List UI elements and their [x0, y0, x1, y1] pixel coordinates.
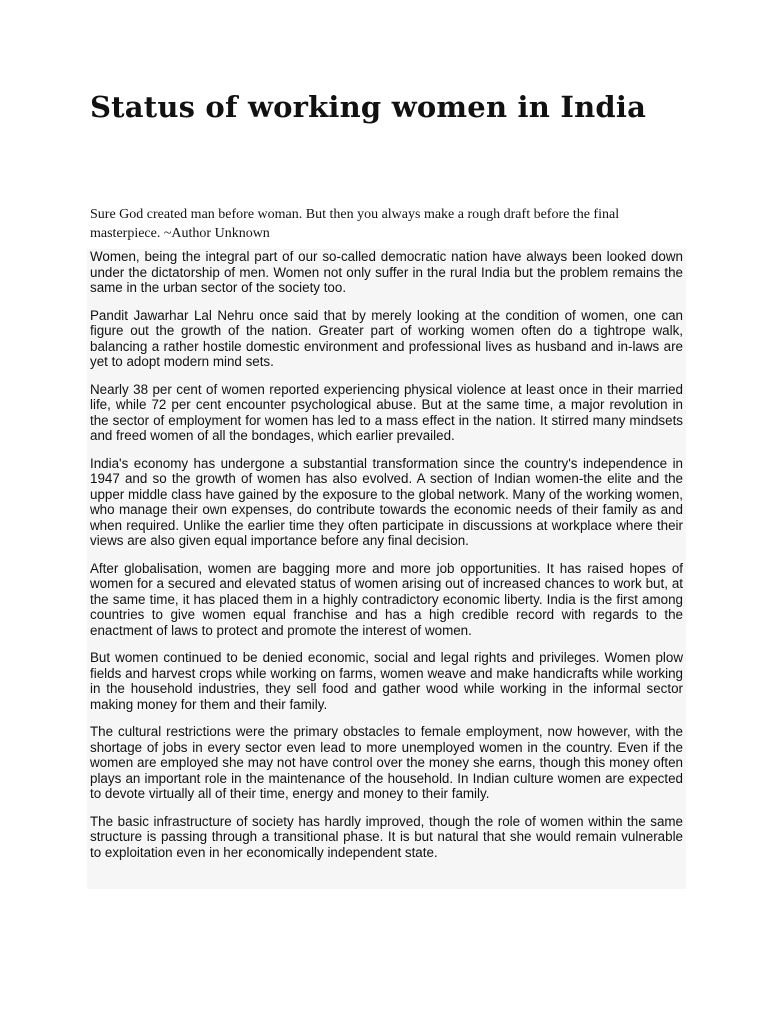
epigraph-quote: Sure God created man before woman. But then you always make a rough draft before the final masterpiece. ~Author Unknown: [90, 207, 620, 241]
paragraph: Nearly 38 per cent of women reported experiencing physical violence at least once in their married life, while 72 per cent encounter psychological abuse. But at the same time, a major revolution in the sector of employment for women has led to a mass effect in the nation. It stirred many mindsets and freed women of all the bondages, which earlier prevailed.: [90, 381, 683, 443]
article-body: [87, 249, 686, 889]
page-title: Status of working women in India: [90, 90, 647, 124]
paragraph: The basic infrastructure of society has hardly improved, though the role of women within the same structure is passing through a transitional phase. It is but natural that she would remain vulnerable to exploitation even in her economically independent state.: [90, 813, 683, 860]
paragraph: The cultural restrictions were the primary obstacles to female employment, now however, with the shortage of jobs in every sector even lead to more unemployed women in the country. Even if the women are employed she may not have control over the money she earns, though this money often plays an important role in the maintenance of the household. In Indian culture women are expected to devote virtually all of their time, energy and money to their family.: [90, 724, 683, 801]
paragraph: Pandit Jawarhar Lal Nehru once said that by merely looking at the condition of women, one can figure out the growth of the nation. Greater part of working women often do a tightrope walk, balancing a rather hostile domestic environment and professional lives as husband and in-laws are yet to adopt modern mind sets.: [90, 307, 683, 369]
paragraph: After globalisation, women are bagging more and more job opportunities. It has raised hopes of women for a secured and elevated status of women arising out of increased chances to work but, at the same time, it has placed them in a highly contradictory economic liberty. India is the first among countries to give women equal franchise and has a high credible record with regards to the enactment of laws to protect and promote the interest of women.: [90, 560, 683, 638]
paragraph: But women continued to be denied economic, social and legal rights and privileges. Women plow fields and harvest crops while working on farms, women weave and make handicrafts while working in the household industries, they sell food and gather wood while working in the informal sector making money for them and their family.: [90, 650, 683, 712]
paragraph: India's economy has undergone a substantial transformation since the country's independence in 1947 and so the growth of women has also evolved. A section of Indian women-the elite and the upper middle class have gained by the exposure to the global network. Many of the working women, who manage their own expenses, do contribute towards the economic needs of their family as and when required. Unlike the earlier time they often participate in discussions at workplace where their views are also given equal importance before any final decision.: [90, 455, 683, 548]
paragraph: Women, being the integral part of our so-called democratic nation have always been looked down under the dictatorship of men. Women not only suffer in the rural India but the problem remains the same in the urban sector of the society too.: [90, 249, 683, 295]
